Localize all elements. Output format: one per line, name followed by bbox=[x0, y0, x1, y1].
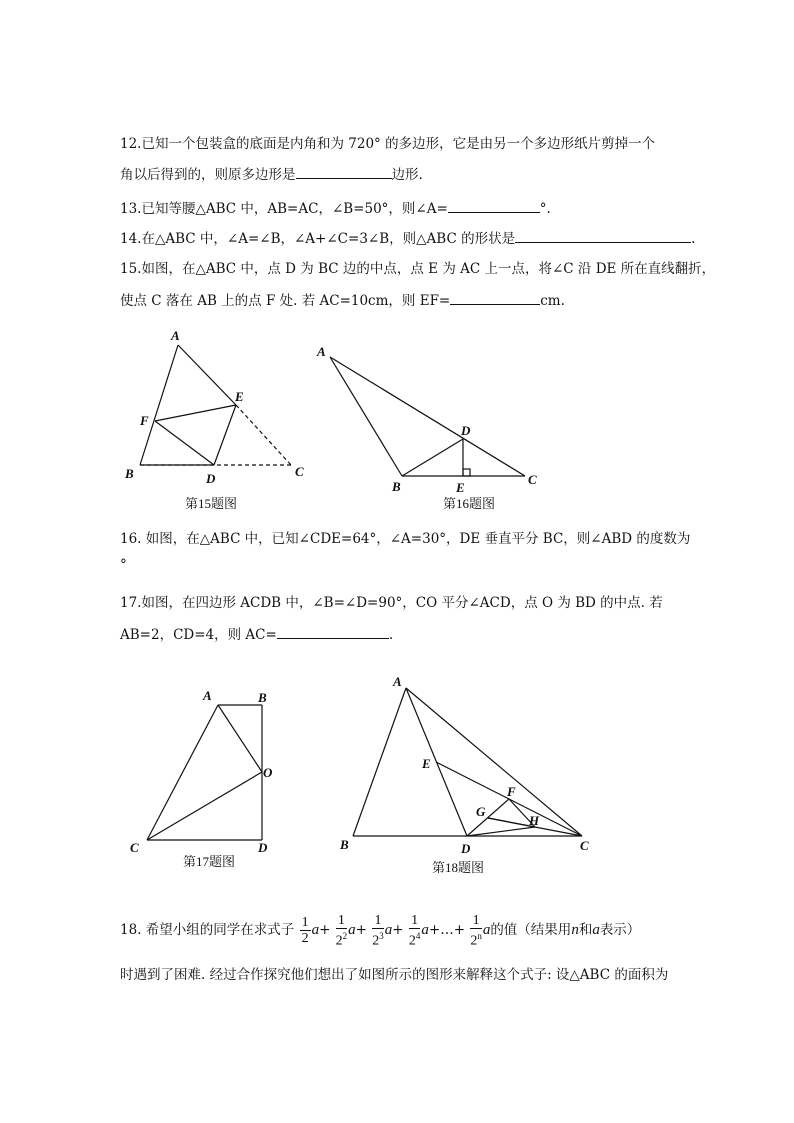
fig18-label-D: D bbox=[461, 841, 471, 856]
q15-line1: 15.如图，在△ABC 中，点 D 为 BC 边的中点，点 E 为 AC 上一点，将∠C 沿 DE 所在直线翻折， bbox=[120, 261, 716, 277]
q16-line2: ° bbox=[120, 557, 127, 573]
fig16-label-D: D bbox=[461, 423, 471, 438]
q17-text-b: . bbox=[388, 627, 394, 643]
fig15-segment-ED bbox=[214, 405, 236, 465]
fig18-label-H: H bbox=[529, 813, 540, 828]
q18-frac-1: $\frac{1}{2}$ bbox=[301, 915, 309, 946]
fig15-label-E: E bbox=[235, 389, 244, 404]
fig16-segment-BD bbox=[402, 439, 463, 476]
q17-line2 bbox=[120, 624, 393, 644]
fig15-side-EC-dashed bbox=[236, 405, 291, 465]
q16-line1: 16. 如图，在△ABC 中，已知∠CDE=64°，∠A=30°，DE 垂直平分 BC，则∠ABD 的度数为 bbox=[120, 531, 691, 547]
fig18-label-F: F bbox=[507, 784, 516, 799]
fig16-side-AC bbox=[330, 357, 525, 476]
q18-frac-n: $\frac{1}{2^n}$ bbox=[470, 912, 482, 949]
q12-line2 bbox=[120, 164, 423, 184]
q12-text-b: 边形. bbox=[391, 167, 423, 183]
q18-frac-2: $\frac{1}{2^2}$ bbox=[335, 912, 348, 949]
fig16-side-AB bbox=[330, 357, 402, 476]
q13-line bbox=[120, 198, 551, 218]
fig15-label-D: D bbox=[206, 471, 216, 486]
q13-text-b: °. bbox=[539, 201, 551, 217]
fig16-caption: 第16题图 bbox=[443, 496, 496, 511]
q12-answer-blank[interactable] bbox=[296, 164, 392, 179]
q15-text-a: 使点 C 落在 AB 上的点 F 处. 若 AC=10cm，则 EF= bbox=[120, 293, 451, 309]
fig16-label-A: A bbox=[317, 344, 326, 359]
fig18-label-E: E bbox=[422, 756, 431, 771]
q18-line1: 18. 希望小组的同学在求式子 $\frac{1}{2}$ a+ $\frac{1}{2^2}$ a+ $\frac{1}{2^3}$ a+ $\frac{1}{2^4}$ a+…+ $\frac{1}{2^n}$ a的值（结果用n和a表示） bbox=[120, 912, 641, 949]
q12-line1: 12.已知一个包装盒的底面是内角和为 720° 的多边形，它是由另一个多边形纸片剪掉一个 bbox=[120, 136, 656, 152]
q17-text-a: AB=2，CD=4，则 AC= bbox=[120, 627, 277, 643]
fig16-label-C: C bbox=[528, 472, 537, 487]
q18-line2: 时遇到了困难. 经过合作探究他们想出了如图所示的图形来解释这个式子: 设△ABC 的面积为 bbox=[120, 967, 669, 983]
fig16-label-B: B bbox=[392, 479, 401, 494]
fig15-caption: 第15题图 bbox=[185, 496, 238, 511]
figure-17 bbox=[147, 705, 262, 840]
q17-line1: 17.如图，在四边形 ACDB 中，∠B=∠D=90°，CO 平分∠ACD，点 O 为 BD 的中点. 若 bbox=[120, 595, 663, 611]
q18-suffix: 的值（结果用 bbox=[490, 922, 572, 938]
q14-line bbox=[120, 228, 695, 248]
q17-answer-blank[interactable] bbox=[277, 624, 389, 639]
fig18-segment-DF bbox=[467, 799, 509, 836]
fig18-caption: 第18题图 bbox=[432, 860, 485, 875]
fig15-segment-FD bbox=[155, 421, 214, 465]
fig15-label-A: A bbox=[171, 328, 180, 343]
fig15-side-AE bbox=[178, 345, 236, 405]
figure-15 bbox=[140, 345, 291, 465]
q14-text-b: . bbox=[691, 231, 696, 247]
q15-text-b: cm. bbox=[540, 293, 565, 309]
fig17-side-AC bbox=[147, 705, 218, 840]
q18-prefix: 18. 希望小组的同学在求式子 bbox=[120, 922, 295, 938]
fig18-segment-DH bbox=[467, 827, 535, 836]
fig17-label-D: D bbox=[258, 840, 268, 855]
fig16-right-angle-mark bbox=[463, 469, 470, 476]
fig18-label-B: B bbox=[340, 837, 349, 852]
q13-answer-blank[interactable] bbox=[448, 198, 540, 213]
fig17-label-C: C bbox=[130, 840, 139, 855]
q15-answer-blank[interactable] bbox=[450, 290, 540, 305]
fig18-side-AB bbox=[353, 688, 406, 836]
fig15-segment-FE bbox=[155, 405, 236, 421]
q14-answer-blank[interactable] bbox=[515, 228, 691, 243]
q14-text-a: 14.在△ABC 中，∠A=∠B，∠A+∠C=3∠B，则△ABC 的形状是 bbox=[120, 231, 516, 247]
fig17-caption: 第17题图 bbox=[183, 854, 236, 869]
fig16-label-E: E bbox=[456, 480, 465, 495]
fig18-label-A: A bbox=[393, 674, 402, 689]
fig18-segment-GH bbox=[488, 818, 535, 827]
fig18-segment-EC bbox=[436, 762, 582, 836]
fig17-label-B: B bbox=[258, 690, 267, 705]
fig15-label-B: B bbox=[125, 466, 134, 481]
fig18-segment-AD bbox=[406, 688, 467, 836]
fig15-side-AB bbox=[140, 345, 178, 465]
q15-line2 bbox=[120, 290, 565, 310]
fig17-label-A: A bbox=[203, 688, 212, 703]
q18-frac-3: $\frac{1}{2^3}$ bbox=[372, 912, 384, 949]
fig18-label-C: C bbox=[580, 838, 589, 853]
fig15-label-F: F bbox=[140, 413, 149, 428]
fig18-segment-FH bbox=[509, 799, 535, 827]
fig17-label-O: O bbox=[263, 765, 273, 780]
fig15-label-C: C bbox=[295, 464, 304, 479]
fig18-side-AC bbox=[406, 688, 582, 836]
q13-text-a: 13.已知等腰△ABC 中，AB=AC，∠B=50°，则∠A= bbox=[120, 201, 448, 217]
fig18-segment-GC bbox=[488, 818, 582, 836]
figure-18 bbox=[353, 688, 582, 836]
q18-frac-4: $\frac{1}{2^4}$ bbox=[408, 912, 421, 949]
fig17-segment-CO bbox=[147, 772, 262, 840]
fig18-label-G: G bbox=[476, 804, 486, 819]
figure-16 bbox=[330, 357, 525, 476]
fig17-segment-AO bbox=[218, 705, 262, 772]
q12-text-a: 角以后得到的，则原多边形是 bbox=[120, 167, 296, 183]
